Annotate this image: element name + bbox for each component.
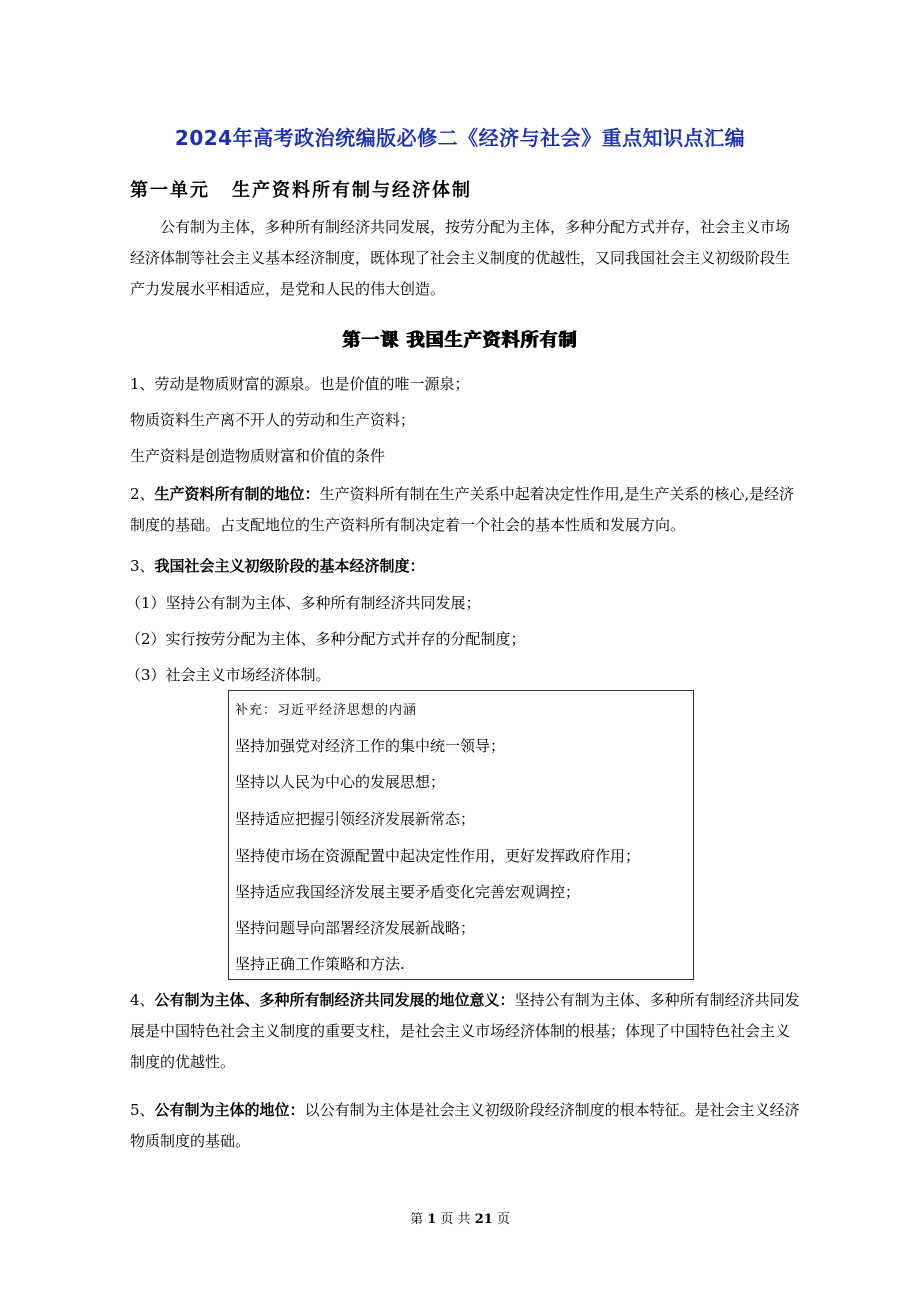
document-title: 2024年高考政治统编版必修二《经济与社会》重点知识点汇编 (174, 126, 746, 150)
supplement-item: 坚持加强党对经济工作的集中统一领导； (235, 737, 506, 755)
point1-line2: 物质资料生产离不开人的劳动和生产资料； (130, 411, 416, 429)
supplement-item: 坚持正确工作策略和方法. (235, 955, 405, 973)
supplement-item: 坚持使市场在资源配置中起决定性作用，更好发挥政府作用； (235, 847, 641, 865)
point2-body: 生产资料所有制在生产关系中起着决定性作用,是生产关系的核心,是经济制度的基础。占支配地位的生产资料所有制决定着一个社会的基本性质和发展方向。 (130, 485, 795, 534)
point1-line3: 生产资料是创造物质财富和价值的条件 (130, 447, 386, 465)
point3-item: （1）坚持公有制为主体、多种所有制经济共同发展； (126, 594, 481, 612)
intro-paragraph: 公有制为主体，多种所有制经济共同发展，按劳分配为主体，多种分配方式并存，社会主义市场经济体制等社会主义基本经济制度，既体现了社会主义制度的优越性，又同我国社会主义初级阶段生产力发展水平相适应，是党和人民的伟大创造。 (130, 218, 791, 298)
point2-paragraph (130, 479, 800, 541)
unit-name: 生产资料所有制与经济体制 (232, 180, 472, 201)
supplement-item: 坚持适应我国经济发展主要矛盾变化完善宏观调控； (235, 883, 581, 901)
footer-total-pages: 21 (474, 1212, 493, 1227)
footer-page-number: 1 (427, 1212, 437, 1227)
point5-heading: 公有制为主体的地位： (154, 1101, 305, 1119)
footer-prefix: 第 (410, 1212, 424, 1227)
point3-heading-line (130, 555, 425, 576)
point5-number: 5、 (130, 1101, 155, 1119)
point4-paragraph (130, 985, 800, 1078)
footer-mid: 页 共 (440, 1212, 471, 1227)
unit-label: 第一单元 (130, 180, 210, 201)
point2-heading: 生产资料所有制的地位： (154, 485, 320, 503)
supplement-heading: 补充：习近平经济思想的内涵 (235, 703, 418, 718)
supplement-item: 坚持问题导向部署经济发展新战略； (235, 919, 476, 937)
point1-line1: 1、劳动是物质财富的源泉。也是价值的唯一源泉； (130, 375, 470, 393)
supplement-item: 坚持适应把握引领经济发展新常态； (235, 810, 476, 828)
point5-body: 以公有制为主体是社会主义初级阶段经济制度的根本特征。是社会主义经济物质制度的基础。 (130, 1101, 800, 1150)
unit-heading (130, 176, 472, 202)
point4-body: 坚持公有制为主体、多种所有制经济共同发展是中国特色社会主义制度的重要支柱，是社会主义市场经济体制的根基；体现了中国特色社会主义制度的优越性。 (130, 991, 800, 1071)
point3-item: （2）实行按劳分配为主体、多种分配方式并存的分配制度； (126, 630, 526, 648)
lesson-heading: 第一课 我国生产资料所有制 (342, 330, 578, 351)
point4-heading: 公有制为主体、多种所有制经济共同发展的地位意义： (154, 991, 515, 1009)
supplement-item: 坚持以人民为中心的发展思想； (235, 773, 446, 791)
supplement-box (228, 690, 694, 980)
footer-suffix: 页 (496, 1212, 510, 1227)
point3-number: 3、 (130, 557, 155, 575)
point2-number: 2、 (130, 485, 155, 503)
point4-number: 4、 (130, 991, 155, 1009)
point3-item: （3）社会主义市场经济体制。 (126, 666, 331, 684)
point5-paragraph (130, 1095, 800, 1157)
point3-heading: 我国社会主义初级阶段的基本经济制度： (154, 557, 425, 575)
page-footer (0, 1208, 920, 1227)
